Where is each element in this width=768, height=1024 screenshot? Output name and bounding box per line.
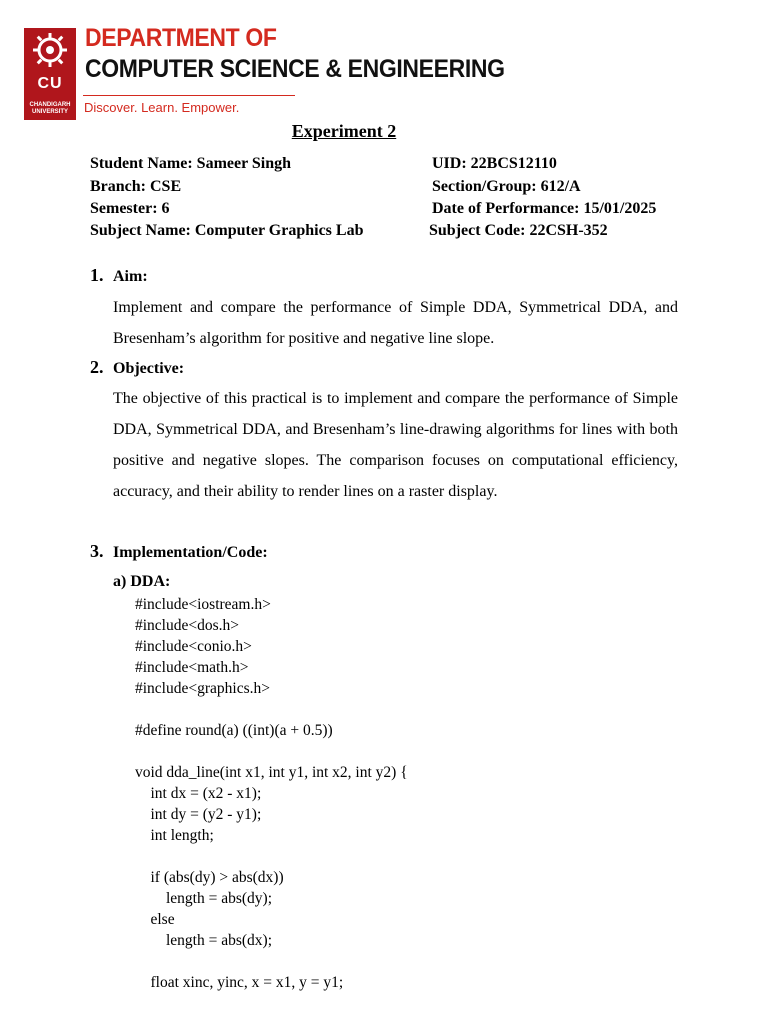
logo-university-name: CHANDIGARH UNIVERSITY — [29, 102, 71, 115]
section-number: 1. — [90, 265, 104, 285]
student-uid: UID: 22BCS12110 — [432, 155, 557, 172]
section-heading-aim: Aim: — [113, 268, 148, 285]
semester: Semester: 6 — [90, 200, 170, 217]
section-group: Section/Group: 612/A — [432, 178, 581, 195]
section-number: 3. — [90, 541, 104, 561]
section-heading-objective: Objective: — [113, 360, 185, 377]
logo-text: CU — [37, 75, 63, 92]
branch: Branch: CSE — [90, 178, 182, 195]
date-of-performance: Date of Performance: 15/01/2025 — [432, 200, 657, 217]
objective-text: The objective of this practical is to implement and compare the performance of Simple DDA, Symmetrical DDA, and Bresenham’s line-drawing algorithms for lines with both positive and negative slopes. The comparison focuses on computational efficiency, accuracy, and their ability to render lines on a raster display. — [113, 390, 678, 500]
code-listing: #include<iostream.h> #include<dos.h> #include<conio.h> #include<math.h> #include<graphics.h> #define round(a) ((int)(a + 0.5)) void dda_line(int x1, int y1, int x2, int y2) { int dx = (x2 - x1); int dy = (y2 - y1); int length; if (abs(dy) > abs(dx)) length = abs(dy); else length = abs(dx); float xinc, yinc, x = x1, y = y1; — [135, 596, 408, 991]
university-logo — [24, 28, 76, 120]
subject-name: Subject Name: Computer Graphics Lab — [90, 222, 364, 239]
aim-text: Implement and compare the performance of Simple DDA, Symmetrical DDA, and Bresenham’s algorithm for positive and negative line slope. — [113, 299, 678, 347]
info-row — [90, 200, 690, 222]
department-title-line2: COMPUTER SCIENCE & ENGINEERING — [85, 55, 505, 83]
subject-code: Subject Code: 22CSH-352 — [429, 222, 608, 239]
section-heading-implementation: Implementation/Code: — [113, 544, 268, 561]
student-name: Student Name: Sameer Singh — [90, 155, 292, 172]
info-row — [90, 155, 690, 177]
gear-emblem-icon — [24, 28, 76, 74]
tagline: Discover. Learn. Empower. — [84, 100, 240, 115]
department-title-line1: DEPARTMENT OF — [85, 24, 277, 52]
department-header — [24, 24, 505, 124]
info-row — [90, 222, 690, 244]
header-divider — [83, 95, 295, 96]
info-row — [90, 178, 690, 200]
section-number: 2. — [90, 357, 104, 377]
experiment-title: Experiment 2 — [291, 121, 397, 141]
code-subsection-label: a) DDA: — [113, 573, 171, 590]
